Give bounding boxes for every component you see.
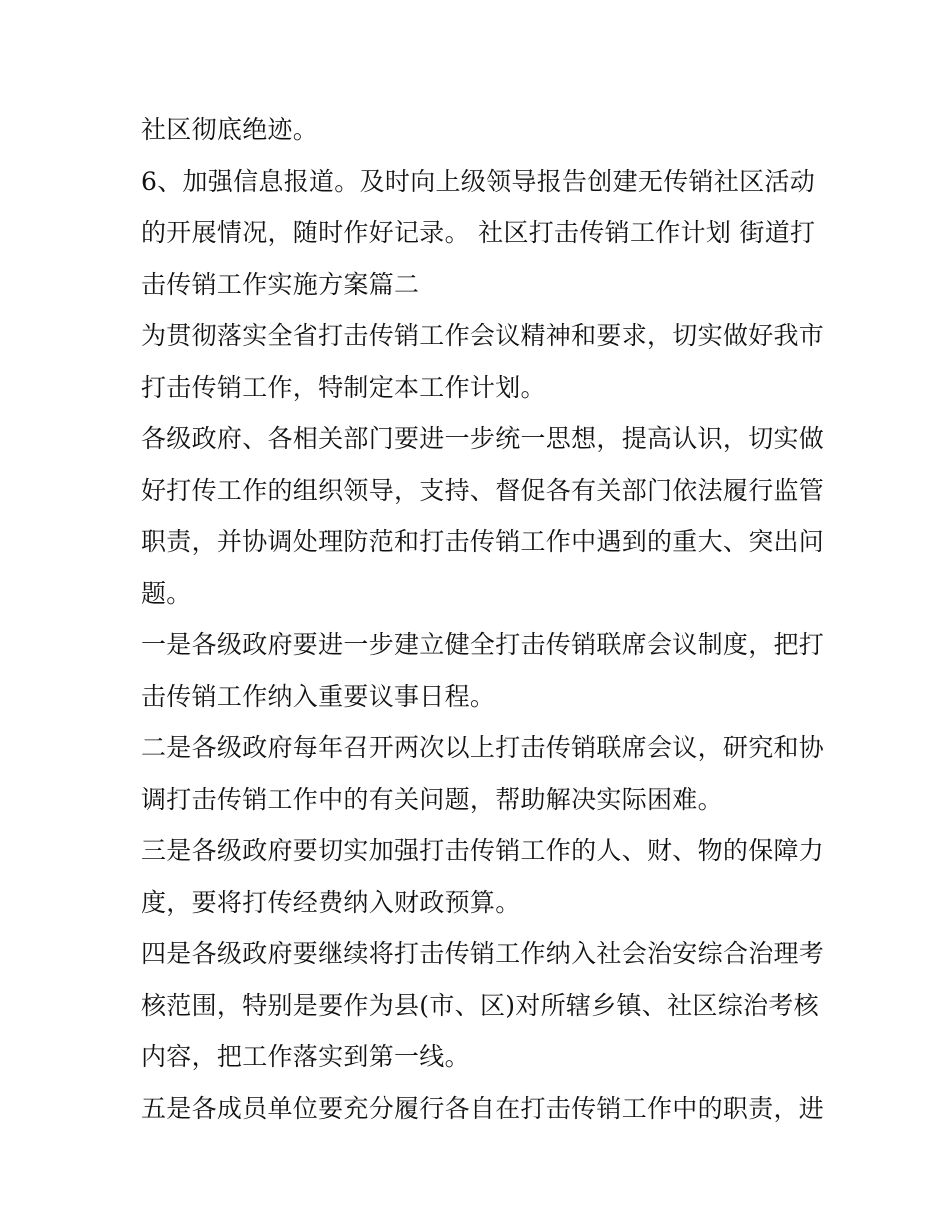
text-line: 四是各级政府要继续将打击传销工作纳入社会治安综合治理考	[141, 939, 825, 968]
text-line: 击传销工作实施方案篇二	[141, 269, 420, 299]
text-line: 调打击传销工作中的有关问题，帮助解决实际困难。	[141, 784, 723, 814]
text-line: 内容，把工作落实到第一线。	[141, 1042, 470, 1071]
text-line: 职责，并协调处理防范和打击传销工作中遇到的重大、突出问	[141, 527, 825, 556]
text-line: 度，要将打传经费纳入财政预算。	[141, 887, 521, 917]
text-line: 核范围，特别是要作为县(市、区)对所辖乡镇、社区综治考核	[141, 990, 819, 1020]
text-line: 各级政府、各相关部门要进一步统一思想，提高认识，切实做	[141, 424, 825, 453]
text-line: 为贯彻落实全省打击传销工作会议精神和要求，切实做好我市	[141, 321, 825, 350]
text-line: 社区彻底绝迹。	[141, 115, 319, 144]
text-line: 二是各级政府每年召开两次以上打击传销联席会议，研究和协	[141, 733, 825, 762]
text-line: 五是各成员单位要充分履行各自在打击传销工作中的职责，进	[141, 1093, 825, 1123]
text-line: 的开展情况，随时作好记录。 社区打击传销工作计划 街道打	[141, 218, 816, 247]
text-line: 三是各级政府要切实加强打击传销工作的人、财、物的保障力	[141, 836, 825, 865]
text-line: 好打传工作的组织领导，支持、督促各有关部门依法履行监管	[141, 475, 825, 505]
text-line: 击传销工作纳入重要议事日程。	[141, 681, 496, 711]
text-line: 一是各级政府要进一步建立健全打击传销联席会议制度，把打	[141, 630, 825, 659]
text-line: 6、加强信息报道。及时向上级领导报告创建无传销社区活动	[141, 166, 816, 196]
text-line: 题。	[141, 578, 192, 608]
text-line: 打击传销工作，特制定本工作计划。	[141, 372, 546, 402]
document-body	[141, 104, 825, 1134]
